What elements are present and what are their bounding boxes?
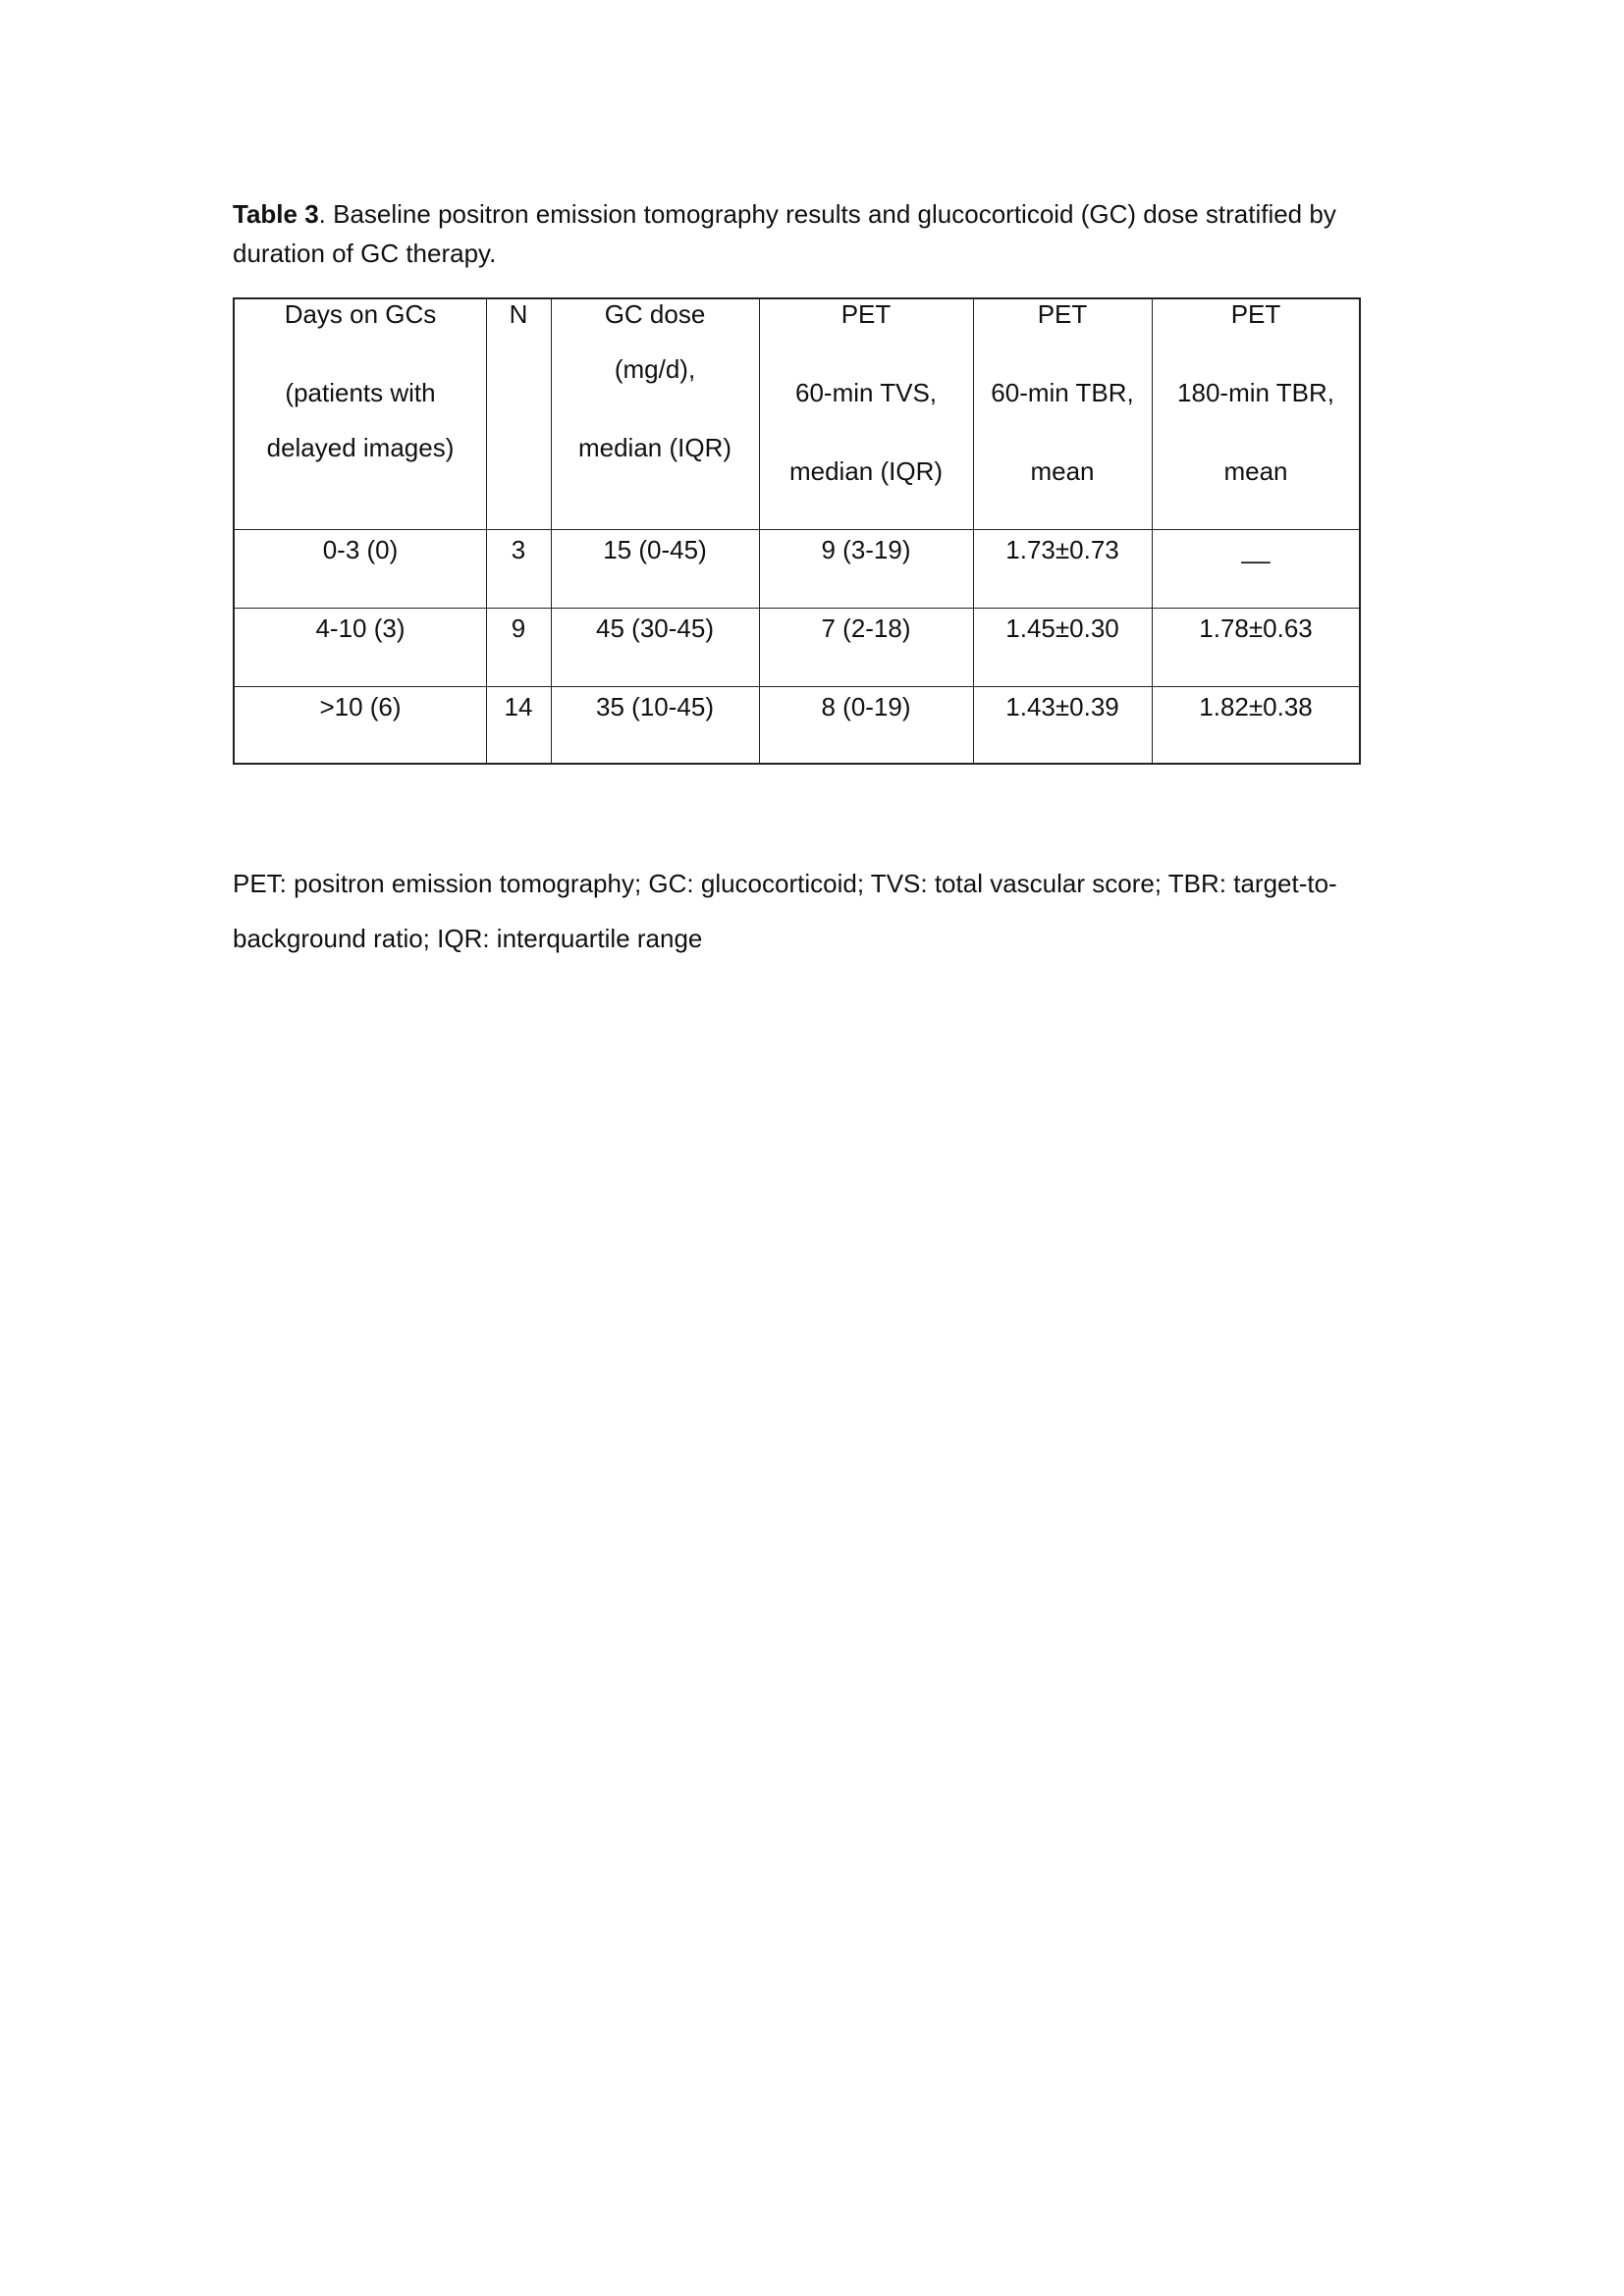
- caption-text: . Baseline positron emission tomography results and glucocorticoid (GC) dose stratified by duration of GC therapy.: [233, 199, 1336, 268]
- table-cell: 4-10 (3): [315, 614, 406, 643]
- table-cell: 15 (0-45): [603, 535, 707, 564]
- table-footnote: PET: positron emission tomography; GC: glucocorticoid; TVS: total vascular score; TBR: target-to-background ratio; IQR: interquartile range: [233, 869, 1337, 953]
- header-pet-tvs: PET: [840, 299, 892, 329]
- header-gc-dose: median (IQR): [577, 433, 732, 462]
- header-gc-dose: GC dose: [604, 299, 706, 329]
- table-cell: 7 (2-18): [821, 614, 911, 643]
- header-pet-180-tbr: PET: [1230, 299, 1281, 329]
- row-divider: [235, 686, 1359, 687]
- table-cell: >10 (6): [319, 692, 402, 721]
- table-cell: 9 (3-19): [821, 535, 911, 564]
- table-cell: 8 (0-19): [821, 692, 911, 721]
- column-divider: [973, 299, 974, 763]
- table-cell: 1.78±0.63: [1199, 614, 1313, 643]
- column-divider: [1152, 299, 1153, 763]
- row-divider: [235, 608, 1359, 609]
- table-cell: 1.82±0.38: [1199, 692, 1313, 721]
- header-n: N: [509, 299, 528, 329]
- header-days: delayed images): [266, 433, 455, 462]
- header-pet-60-tbr: PET: [1037, 299, 1088, 329]
- header-days: (patients with: [285, 378, 436, 407]
- table-cell: 1.73±0.73: [1005, 535, 1119, 564]
- header-pet-tvs: median (IQR): [788, 456, 944, 486]
- table-cell: __: [1241, 535, 1271, 564]
- table-cell: 9: [511, 614, 526, 643]
- table-cell: 3: [511, 535, 526, 564]
- header-pet-180-tbr: 180-min TBR,: [1177, 378, 1334, 407]
- table-cell: 14: [504, 692, 533, 721]
- column-divider: [759, 299, 760, 763]
- header-pet-tvs: 60-min TVS,: [794, 378, 938, 407]
- column-divider: [486, 299, 487, 763]
- table-cell: 1.45±0.30: [1005, 614, 1119, 643]
- table-cell: 0-3 (0): [322, 535, 399, 564]
- results-table: [233, 297, 1361, 765]
- table-cell: 35 (10-45): [596, 692, 714, 721]
- table-cell: 1.43±0.39: [1005, 692, 1119, 721]
- header-pet-180-tbr: mean: [1223, 456, 1288, 486]
- header-pet-60-tbr: 60-min TBR,: [991, 378, 1134, 407]
- column-divider: [551, 299, 552, 763]
- table-label: Table 3: [233, 199, 319, 229]
- header-pet-60-tbr: mean: [1030, 456, 1095, 486]
- header-days: Days on GCs: [284, 299, 437, 329]
- row-divider: [235, 529, 1359, 530]
- header-gc-dose: (mg/d),: [614, 354, 696, 384]
- table-caption: [233, 194, 1391, 273]
- table-cell: 45 (30-45): [596, 614, 714, 643]
